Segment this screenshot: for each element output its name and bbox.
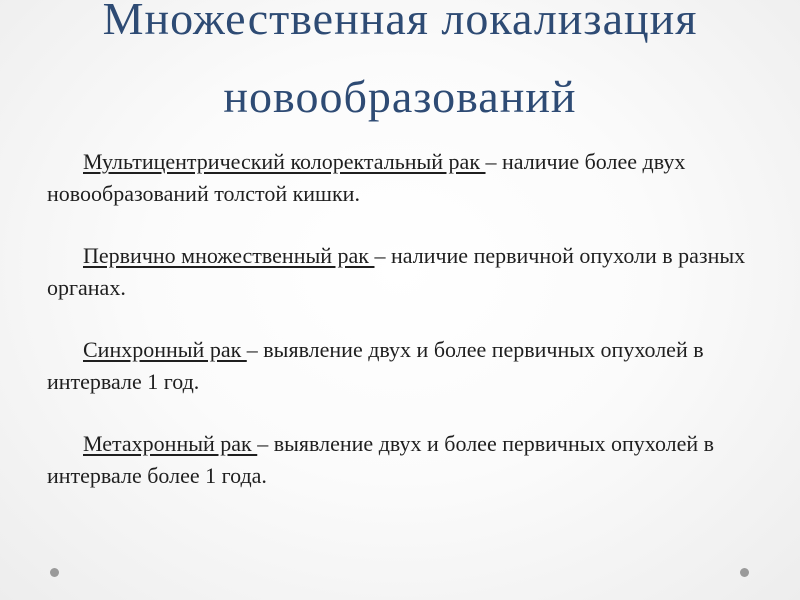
definition-term: Первично множественный рак (83, 243, 375, 268)
decorative-dot-left (50, 568, 59, 577)
slide-title (0, 0, 800, 136)
definition-paragraph-synchronous (47, 334, 747, 398)
definition-term: Синхронный рак (83, 337, 247, 362)
definition-text: – наличие более двух новообразований толстой кишки. (47, 149, 686, 206)
definition-paragraph-metachronous (47, 428, 747, 492)
definition-text: – выявление двух и более первичных опухолей в интервале 1 год. (47, 337, 704, 394)
definition-text: – выявление двух и более первичных опухолей в интервале более 1 года. (47, 431, 715, 488)
definition-paragraph-primary-multiple (47, 240, 747, 304)
definition-text: – наличие первичной опухоли в разных органах. (47, 243, 746, 300)
slide-body (47, 146, 747, 522)
definition-term: Мультицентрический колоректальный рак (83, 149, 486, 174)
decorative-dot-right (740, 568, 749, 577)
slide-title-line-2: новообразований (223, 71, 577, 122)
definition-term: Метахронный рак (83, 431, 258, 456)
slide-title-line-1: Множественная локализация (102, 0, 698, 44)
definition-paragraph-multicentric (47, 146, 747, 210)
